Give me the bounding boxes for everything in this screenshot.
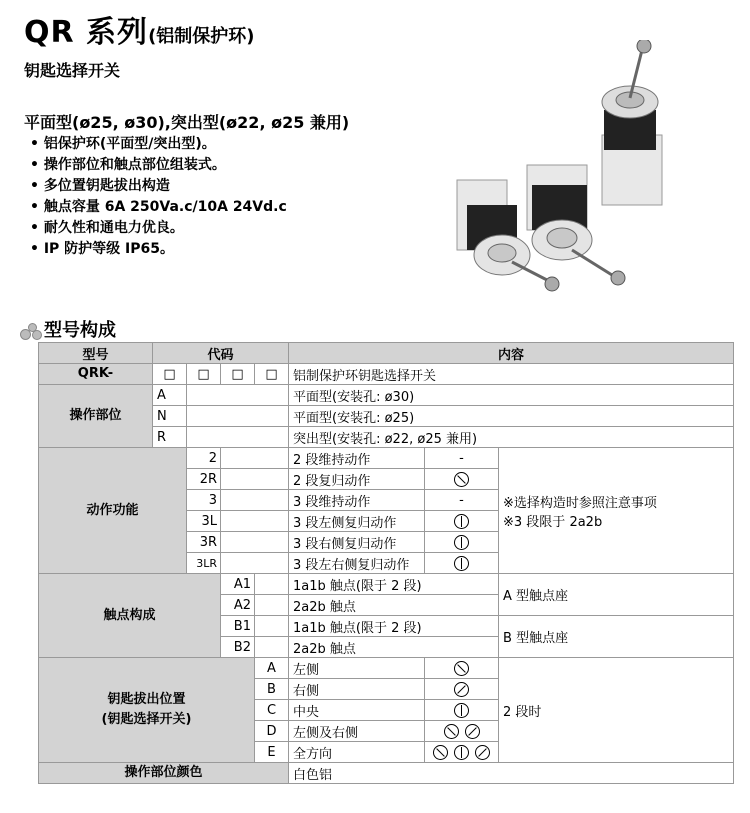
spec-heading: 平面型(ø25, ø30),突出型(ø22, ø25 兼用) — [24, 113, 350, 132]
code-cell: B1 — [221, 616, 255, 637]
symbol-cell: - — [425, 448, 499, 469]
feature-item: • 操作部位和触点部位组装式。 — [30, 155, 287, 176]
content-cell: 1a1b 触点(限于 2 段) — [289, 574, 499, 595]
header-content: 内容 — [289, 343, 734, 364]
table-row — [39, 574, 734, 595]
action-note-2: ※3 段限于 2a2b — [503, 514, 603, 530]
code-cell: D — [255, 721, 289, 742]
content-cell: 平面型(安装孔: ø25) — [289, 406, 734, 427]
group-label-action: 动作功能 — [39, 448, 187, 574]
content-cell: 中央 — [289, 700, 425, 721]
content-cell: 平面型(安装孔: ø30) — [289, 385, 734, 406]
symbol-cell — [425, 679, 499, 700]
key-left-return-icon — [454, 514, 469, 529]
key-center-icon — [454, 745, 469, 760]
code-cell: A1 — [221, 574, 255, 595]
code-box: □ — [221, 364, 255, 385]
feature-item: • 铝保护环(平面型/突出型)。 — [30, 134, 287, 155]
contact-note-b: B 型触点座 — [499, 616, 734, 658]
content-cell: 全方向 — [289, 742, 425, 763]
code-cell: 2 — [187, 448, 221, 469]
table-row — [39, 658, 734, 679]
code-box: □ — [153, 364, 187, 385]
key-center-icon — [454, 703, 469, 718]
content-cell: 突出型(安装孔: ø22, ø25 兼用) — [289, 427, 734, 448]
code-cell: A — [153, 385, 187, 406]
code-cell: 3LR — [187, 553, 221, 574]
feature-list — [30, 134, 287, 260]
feature-item: • 触点容量 6A 250Va.c/10A 24Vd.c — [30, 197, 287, 218]
key-right-icon — [465, 724, 480, 739]
content-cell: 2 段维持动作 — [289, 448, 425, 469]
header-code: 代码 — [153, 343, 289, 364]
symbol-cell — [425, 469, 499, 490]
content-cell: 3 段右侧复归动作 — [289, 532, 425, 553]
symbol-cell — [425, 511, 499, 532]
content-cell: 3 段左右侧复归动作 — [289, 553, 425, 574]
code-cell: A — [255, 658, 289, 679]
symbol-cell — [425, 553, 499, 574]
content-cell: 2a2b 触点 — [289, 637, 499, 658]
content-cell: 3 段维持动作 — [289, 490, 425, 511]
feature-item: • 耐久性和通电力优良。 — [30, 218, 287, 239]
content-cell: 右侧 — [289, 679, 425, 700]
series-title: QR 系列 — [24, 15, 149, 50]
page-subtitle: 钥匙选择开关 — [24, 61, 121, 80]
feature-item: • 多位置钥匙拔出构造 — [30, 176, 287, 197]
content-cell: 左侧及右侧 — [289, 721, 425, 742]
series-note: (铝制保护环) — [148, 26, 255, 47]
code-box: □ — [255, 364, 289, 385]
contact-note-a: A 型触点座 — [499, 574, 734, 616]
page-title — [24, 14, 255, 56]
key-note: 2 段时 — [499, 658, 734, 763]
code-cell: 3R — [187, 532, 221, 553]
code-cell: E — [255, 742, 289, 763]
model-cell: QRK- — [39, 364, 153, 385]
content-cell: 白色铝 — [289, 763, 734, 784]
key-left-return-icon — [454, 472, 469, 487]
key-right-icon — [454, 682, 469, 697]
code-cell: 3L — [187, 511, 221, 532]
content-cell: 铝制保护环钥匙选择开关 — [289, 364, 734, 385]
code-cell: R — [153, 427, 187, 448]
model-structure-table — [38, 342, 734, 784]
content-cell: 左侧 — [289, 658, 425, 679]
section-title: 型号构成 — [44, 320, 116, 341]
key-right-icon — [475, 745, 490, 760]
bullet-bubbles-icon — [20, 323, 42, 339]
symbol-cell: - — [425, 490, 499, 511]
key-both-return-icon — [454, 556, 469, 571]
key-label-1: 钥匙拔出位置 — [107, 692, 186, 707]
table-row — [39, 364, 734, 385]
feature-item: • IP 防护等级 IP65。 — [30, 239, 287, 260]
symbol-cell — [425, 532, 499, 553]
table-row — [39, 448, 734, 469]
key-left-icon — [454, 661, 469, 676]
section-heading — [20, 316, 116, 342]
key-left-icon — [444, 724, 459, 739]
content-cell: 1a1b 触点(限于 2 段) — [289, 616, 499, 637]
code-box: □ — [187, 364, 221, 385]
key-right-return-icon — [454, 535, 469, 550]
symbol-cell — [425, 721, 499, 742]
action-note-1: ※选择构造时参照注意事项 — [503, 495, 657, 511]
action-note — [499, 448, 734, 574]
header-model: 型号 — [39, 343, 153, 364]
table-header-row — [39, 343, 734, 364]
code-cell: 2R — [187, 469, 221, 490]
key-left-icon — [433, 745, 448, 760]
code-cell: N — [153, 406, 187, 427]
code-cell: A2 — [221, 595, 255, 616]
code-cell: B — [255, 679, 289, 700]
group-label-contact: 触点构成 — [39, 574, 221, 658]
table-row — [39, 763, 734, 784]
group-label-color: 操作部位颜色 — [39, 763, 289, 784]
product-photo — [452, 40, 742, 305]
content-cell: 2a2b 触点 — [289, 595, 499, 616]
symbol-cell — [425, 742, 499, 763]
group-label-operation: 操作部位 — [39, 385, 153, 448]
code-cell: C — [255, 700, 289, 721]
key-label-2: (钥匙选择开关) — [101, 712, 192, 727]
symbol-cell — [425, 700, 499, 721]
symbol-cell — [425, 658, 499, 679]
code-cell: B2 — [221, 637, 255, 658]
code-cell: 3 — [187, 490, 221, 511]
content-cell: 3 段左侧复归动作 — [289, 511, 425, 532]
content-cell: 2 段复归动作 — [289, 469, 425, 490]
table-row — [39, 385, 734, 406]
switch-unit-right — [602, 40, 662, 205]
group-label-key — [39, 658, 255, 763]
